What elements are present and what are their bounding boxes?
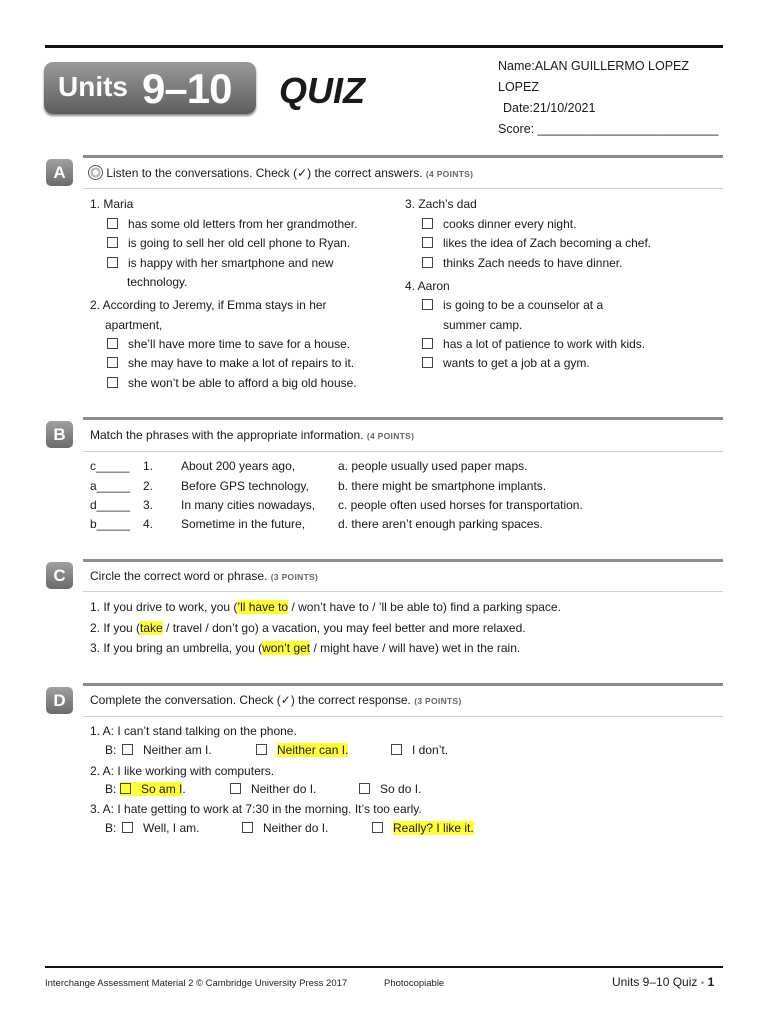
a-q3-opt3[interactable]: thinks Zach needs to have dinner. <box>422 256 622 270</box>
name-line-2: LOPEZ <box>498 80 539 94</box>
section-c-label: C <box>46 562 73 589</box>
c-sentence-1: 1. If you drive to work, you (’ll have to / won’t have to / ’ll be able to) find a parking space. <box>90 600 561 614</box>
d-b3-opt3[interactable]: Really? I like it. <box>372 821 474 835</box>
b-answer-1[interactable]: c_____ <box>90 459 130 473</box>
checkbox[interactable] <box>107 338 118 349</box>
a-q2-stem1: 2. According to Jeremy, if Emma stays in her <box>90 298 327 312</box>
d-b3-opt2[interactable]: Neither do I. <box>242 821 328 835</box>
checkbox[interactable] <box>422 338 433 349</box>
section-d-label: D <box>46 687 73 714</box>
a-q4-opt2[interactable]: has a lot of patience to work with kids. <box>422 337 645 351</box>
b-num-4: 4. <box>143 517 154 531</box>
selected-answer-highlight: So am I <box>120 782 182 796</box>
checkbox[interactable] <box>422 299 433 310</box>
b-phrase-3: In many cities nowadays, <box>181 498 316 512</box>
checkbox[interactable] <box>107 218 118 229</box>
a-q3-opt1[interactable]: cooks dinner every night. <box>422 217 576 231</box>
a-q2-opt1[interactable]: she’ll have more time to save for a house. <box>107 337 350 351</box>
section-a-subrule <box>83 188 723 189</box>
d-b2-opt1[interactable]: So am I. <box>120 782 186 796</box>
d-a1: 1. A: I can’t stand talking on the phone. <box>90 724 297 738</box>
a-q2-opt3[interactable]: she won’t be able to afford a big old house. <box>107 376 357 390</box>
section-b-instruction: Match the phrases with the appropriate information. <box>90 428 364 442</box>
top-rule <box>45 45 723 48</box>
checkbox[interactable] <box>107 377 118 388</box>
checkbox[interactable] <box>391 744 402 755</box>
name-line-1: Name:ALAN GUILLERMO LOPEZ <box>498 59 690 73</box>
a-q4-opt1[interactable]: is going to be a counselor at a <box>422 298 603 312</box>
d-b3-opt1[interactable]: Well, I am. <box>122 821 199 835</box>
d-b1-label: B: <box>105 743 117 757</box>
b-info-2: b. there might be smartphone implants. <box>338 479 547 493</box>
section-c-instruction-row <box>90 569 318 583</box>
checkbox[interactable] <box>230 783 241 794</box>
a-q4-opt3[interactable]: wants to get a job at a gym. <box>422 356 590 370</box>
b-answer-3[interactable]: d_____ <box>90 498 131 512</box>
d-b2-opt3[interactable]: So do I. <box>359 782 421 796</box>
page-number: 1 <box>707 975 715 989</box>
checkbox[interactable] <box>122 822 133 833</box>
section-b-label: B <box>46 421 73 448</box>
b-phrase-2: Before GPS technology, <box>181 479 309 493</box>
checkbox[interactable] <box>422 237 433 248</box>
section-d-instruction: Complete the conversation. Check (✓) the correct response. <box>90 693 411 707</box>
c-sentence-2: 2. If you (take / travel / don’t go) a vacation, you may feel better and more relaxed. <box>90 621 526 635</box>
section-b-rule <box>83 417 723 420</box>
b-num-2: 2. <box>143 479 154 493</box>
section-d-points: (3 POINTS) <box>414 696 462 706</box>
b-info-1: a. people usually used paper maps. <box>338 459 528 473</box>
footer-copyright: Interchange Assessment Material 2 © Cambridge University Press 2017 <box>45 978 348 989</box>
footer-bullet: • <box>700 978 705 989</box>
d-b2-opt2[interactable]: Neither do I. <box>230 782 316 796</box>
checkbox[interactable] <box>422 257 433 268</box>
d-b1-opt1[interactable]: Neither am I. <box>122 743 212 757</box>
footer-photocopiable: Photocopiable <box>384 978 445 989</box>
c-sentence-3: 3. If you bring an umbrella, you (won’t get / might have / will have) wet in the rain. <box>90 641 521 655</box>
section-b-instruction-row <box>90 428 414 442</box>
b-info-4: d. there aren’t enough parking spaces. <box>338 517 543 531</box>
b-answer-2[interactable]: a_____ <box>90 479 131 493</box>
b-num-3: 3. <box>143 498 154 512</box>
a-q1-opt1[interactable]: has some old letters from her grandmother. <box>107 217 357 231</box>
a-q2-stem2: apartment, <box>105 318 163 332</box>
date-line: Date:21/10/2021 <box>503 101 596 115</box>
section-c-points: (3 POINTS) <box>270 572 319 582</box>
checkbox[interactable] <box>256 744 267 755</box>
checkbox[interactable] <box>372 822 383 833</box>
units-range: 9–10 <box>142 65 232 112</box>
c-answer-2[interactable]: take <box>140 621 163 635</box>
c-answer-1[interactable]: ’ll have to <box>237 600 289 614</box>
section-c-instruction: Circle the correct word or phrase. <box>90 569 268 583</box>
section-c-rule <box>83 559 723 562</box>
a-q1-opt2[interactable]: is going to sell her old cell phone to Ryan. <box>107 236 350 250</box>
checkbox[interactable] <box>107 357 118 368</box>
d-a3: 3. A: I hate getting to work at 7:30 in the morning. It’s too early. <box>90 802 422 816</box>
section-a-instruction-row <box>88 165 473 180</box>
section-a-rule <box>83 155 723 158</box>
section-d-rule <box>83 683 723 686</box>
footer-page-info <box>612 975 714 989</box>
d-b3-label: B: <box>105 821 117 835</box>
quiz-title: QUIZ <box>279 70 365 111</box>
section-a-instruction: Listen to the conversations. Check (✓) the correct answers. <box>106 166 423 180</box>
section-d-subrule <box>83 716 723 717</box>
b-phrase-4: Sometime in the future, <box>181 517 306 531</box>
checkbox[interactable] <box>422 218 433 229</box>
a-q1-opt3-cont: technology. <box>127 275 188 289</box>
units-word: Units <box>58 71 128 102</box>
a-q3-stem: 3. Zach’s dad <box>405 197 477 211</box>
checkbox[interactable] <box>242 822 253 833</box>
score-line: Score: __________________________ <box>498 122 719 136</box>
b-info-3: c. people often used horses for transportation. <box>338 498 583 512</box>
a-q2-opt2[interactable]: she may have to make a lot of repairs to it. <box>107 356 354 370</box>
footer-rule <box>45 966 723 968</box>
a-q1-opt3[interactable]: is happy with her smartphone and new <box>107 256 333 270</box>
d-b1-opt2[interactable]: Neither can I. <box>256 743 348 757</box>
checkbox[interactable] <box>107 237 118 248</box>
audio-disc-icon <box>88 165 103 180</box>
checkbox[interactable] <box>422 357 433 368</box>
checkbox[interactable] <box>359 783 370 794</box>
checkbox[interactable] <box>120 783 131 794</box>
a-q4-opt1-cont: summer camp. <box>443 318 523 332</box>
checkbox[interactable] <box>107 257 118 268</box>
section-a-points: (4 POINTS) <box>425 169 474 179</box>
section-b-points: (4 POINTS) <box>366 431 415 441</box>
a-q3-opt2[interactable]: likes the idea of Zach becoming a chef. <box>422 236 651 250</box>
b-num-1: 1. <box>143 459 154 473</box>
checkbox[interactable] <box>122 744 133 755</box>
section-b-subrule <box>83 451 723 452</box>
section-a-label: A <box>46 159 73 186</box>
b-phrase-1: About 200 years ago, <box>181 459 296 473</box>
section-d-instruction-row <box>90 693 462 707</box>
c-answer-3[interactable]: won’t get <box>262 641 311 655</box>
footer-quiz-title: Units 9–10 Quiz <box>612 975 698 989</box>
a-q1-stem: 1. Maria <box>90 197 134 211</box>
a-q4-stem: 4. Aaron <box>405 279 450 293</box>
d-a2: 2. A: I like working with computers. <box>90 764 275 778</box>
units-badge <box>44 62 256 114</box>
d-b1-opt3[interactable]: I don’t. <box>391 743 448 757</box>
d-b2-label: B: <box>105 782 117 796</box>
section-c-subrule <box>83 591 723 592</box>
b-answer-4[interactable]: b_____ <box>90 517 131 531</box>
